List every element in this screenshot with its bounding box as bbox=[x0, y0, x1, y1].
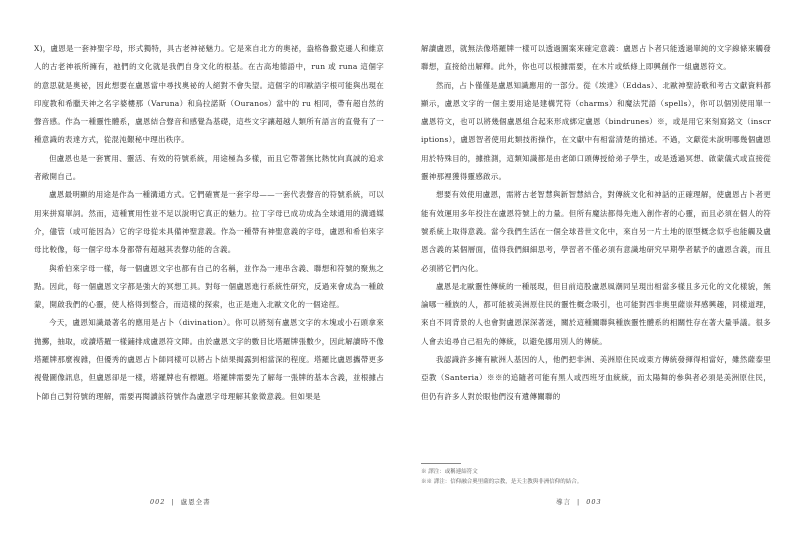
right-page-footer bbox=[556, 497, 602, 506]
left-page-number: 002 bbox=[150, 498, 166, 506]
left-paragraph-5: 今天，盧恩知識最著名的應用是占卜（divination）。你可以將刻有盧恩文字的木塊或小石頭拿來拋擲，抽取，或讀塔羅一樣鋪排成盧恩符文陣。由於盧恩文字的數目比塔羅牌張數少，因此解讀時不像塔羅牌那麼複雜，但優秀的盧恩占卜師同樣可以將占卜結果揭露到相當深的程度。塔羅比盧恩攜帶更多視覺圖像訊息，但盧恩卻是一樣，塔羅牌也有標題。塔羅牌需要先了解每一張牌的基本含義，並根據占卜師自己對符號的理解，需要再閱讀該符號作為盧恩字母理解其象徵意義。但如果是 bbox=[34, 318, 384, 401]
footnotes bbox=[421, 463, 621, 487]
right-paragraph-4: 盧恩是北歐靈性傳統的一種展現，但目前這股盧恩風潮同呈現出相當多樣且多元化的文化樣貌，無論哪一種族的人，都可能被美洲原住民的靈性概念吸引，也可能對西非奧里薩崇拜感興趣，同樣道理，來自不同背景的人也會對盧恩深深著迷，關於這種關聯與種族靈性體系的相關性存在著大量爭議。很多人會去追尋自己祖先的傳統，以避免挪用別人的傳統。 bbox=[421, 281, 771, 346]
right-page bbox=[421, 40, 771, 406]
footnote-divider bbox=[421, 463, 461, 464]
footnote-2: ※※ 譯注：信仰融合奧里薩的宗教，是天主教與非洲信仰的結合。 bbox=[421, 479, 583, 485]
footer-separator: | bbox=[171, 498, 175, 506]
right-paragraph-5: 我認識許多擁有歐洲人基因的人，他們把非洲、美洲原住民或東方傳統發揮得相當好，雖然薩泰里亞教（Santeria）※※的追隨者可能有黑人或西班牙血統統，而太陽舞的參與者必須是美洲原住民，但仍有許多人對於眼他們沒有遺傳關聯的 bbox=[421, 355, 771, 401]
left-paragraph-1: X)，盧恩是一套神聖字母，形式獨特，具古老神祕魅力。它是來自北方的奧祕，盎格魯撒克遜人和維京人的古老神祇所擁有，祂們的文化就是我們自身文化的根基。在古高地德語中，run 或 runa 這個字的意思就是奧祕，因此想要在盧恩當中尋找奧祕的人絕對不會失望。這個字的印歐語字根可能與出現在印度教和希臘天神之名字婆樓那（Varuna）和烏拉諾斯（Ouranos）當中的 ru 相同，帶有超自然的聲音感。作為一種靈性體系，盧恩結合聲音和感覺為基礎，這些文字讓超越人類所有語言的直覺有了一種意識的表達方式，從混沌艱秘中理出秩序。 bbox=[34, 44, 384, 145]
left-paragraph-2: 但盧恩也是一套實用、靈活、有效的符號系統，用途極為多樣，而且它帶著無比熱忱向真誠的追求者敞開自己。 bbox=[34, 153, 384, 182]
right-paragraph-3: 想要有效使用盧恩，需將古老智慧與新智慧結合，對傳統文化和神話的正確理解，使盧恩占卜者更能有效運用多年投注在盧恩符號上的力量。但所有魔法都得先進入創作者的心靈，而且必須在個人的符號系統上取得意義。當今我們生活在一個全球普世文化中，來自另一片土地的原型概念似乎也能觸及盧恩含義的某個層面，值得我們細細思考，學習者不僅必須有意識地研究早期學者賦予的盧恩含義，而且必須將它們內化。 bbox=[421, 190, 771, 273]
running-section-title: 導言 bbox=[556, 498, 571, 506]
running-book-title: 盧恩全書 bbox=[180, 498, 211, 506]
left-paragraph-3: 盧恩最明顯的用途是作為一種溝通方式。它們確實是一套字母——一套代表聲音的符號系統，可以用來拼寫單詞。然而，這種實用性並不足以說明它真正的魅力。拉丁字母已成功成為全球通用的溝通媒介，儘管（或可能因為）它的字母從未具備神聖意義。作為一種帶有神聖意義的字母，盧恩和希伯來字母比較像，每一個字母本身都帶有超越其表聲功能的含義。 bbox=[34, 190, 384, 255]
right-page-number: 003 bbox=[586, 498, 602, 506]
footnote-1: ※ 譯注：或稱連結符文 bbox=[421, 469, 478, 475]
left-page bbox=[34, 40, 384, 406]
left-paragraph-4: 與希伯來字母一樣，每一個盧恩文字也都有自己的名稱，並作為一連串含義、聯想和符號的聚焦之點。因此，每一個盧恩文字都是強大的冥想工具。對每一個盧恩進行系統性研究，反過來會成為一種啟蒙，開啟我們的心靈，使人格得到整合，而這樣的探索，也正是進入北歐文化的一個途徑。 bbox=[34, 263, 384, 310]
right-paragraph-2: 然而，占卜僅僅是盧恩知識應用的一部分。從《埃達》（Eddas）、北歐神聖詩歌和考古文獻資料都顯示，盧恩文字的一個主要用途是建構咒符（charms）和魔法咒語（spells），你可以個別使用單一盧恩符文，也可以將幾個盧恩組合起來形成綁定盧恩（bindrunes）※，或是用它來刻寫銘文（inscriptions），盧恩智者使用此類技術操作，在文獻中有相當清楚的描述。不過，文獻從未說明哪幾個盧恩用於特殊目的，據推測，這類知識都是由老師口頭傳授給弟子學生，或是透過冥想、啟蒙儀式或直接從靈神那裡獲得靈感啟示。 bbox=[421, 80, 771, 182]
right-paragraph-1: 解讀盧恩，就無法像塔羅牌一樣可以透過圖案來確定意義：盧恩占卜者只能透過單純的文字線條來觸發聯想，直接給出解釋。此外，你也可以根據需要，在木片或紙條上即興創作一組盧恩符文。 bbox=[421, 44, 771, 72]
left-page-footer bbox=[150, 497, 211, 506]
footer-separator: | bbox=[577, 498, 581, 506]
